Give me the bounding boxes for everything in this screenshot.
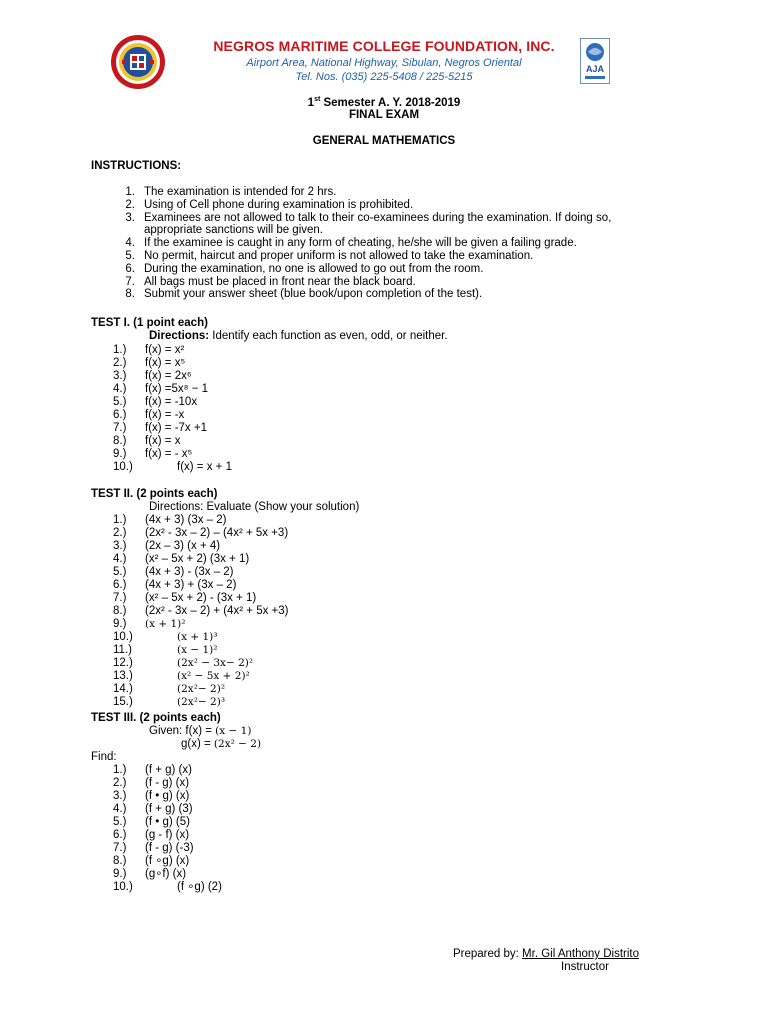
question-number: 10.) bbox=[113, 631, 133, 643]
question-item bbox=[113, 764, 222, 777]
test2-directions: Directions: Evaluate (Show your solution) bbox=[149, 501, 360, 513]
aja-logo-icon bbox=[580, 38, 610, 84]
question-number: 3.) bbox=[113, 370, 127, 382]
instruction-item bbox=[113, 237, 664, 250]
question-number: 2.) bbox=[113, 527, 127, 539]
test1-heading: TEST I. (1 point each) bbox=[91, 317, 208, 329]
question-text: (x + 1)² bbox=[145, 618, 186, 630]
question-number: 6.) bbox=[113, 579, 127, 591]
test3-given-f: Given: f(x) = (x − 1) bbox=[149, 725, 252, 737]
instruction-item bbox=[113, 250, 664, 263]
question-text: (f + g) (3) bbox=[145, 803, 193, 815]
question-item bbox=[113, 553, 288, 566]
question-item bbox=[113, 881, 222, 894]
question-number: 5.) bbox=[113, 566, 127, 578]
aja-logo-text: AJA bbox=[585, 64, 605, 74]
question-item bbox=[113, 357, 232, 370]
instruction-item bbox=[113, 263, 664, 276]
question-text: (x − 1)² bbox=[177, 644, 218, 656]
question-text: (f • g) (5) bbox=[145, 816, 190, 828]
question-text: f(x) = -7x +1 bbox=[145, 422, 207, 434]
question-text: (f - g) (x) bbox=[145, 777, 190, 789]
exam-title: FINAL EXAM bbox=[348, 109, 420, 121]
question-item bbox=[113, 422, 232, 435]
test3-items bbox=[113, 764, 222, 894]
question-number: 4.) bbox=[113, 553, 127, 565]
question-number: 9.) bbox=[113, 448, 127, 460]
question-text: (x + 1)³ bbox=[177, 631, 218, 643]
question-number: 12.) bbox=[113, 657, 133, 669]
question-number: 2.) bbox=[113, 777, 127, 789]
instruction-text: No permit, haircut and proper uniform is not allowed to take the examination. bbox=[144, 249, 534, 262]
question-text: (2x² − 3x− 2)² bbox=[177, 657, 254, 669]
test1-items bbox=[113, 344, 232, 474]
question-item bbox=[113, 566, 288, 579]
question-item bbox=[113, 842, 222, 855]
question-item bbox=[113, 435, 232, 448]
question-number: 1.) bbox=[113, 764, 127, 776]
question-text: (2x² - 3x – 2) + (4x² + 5x +3) bbox=[145, 605, 289, 617]
question-number: 15.) bbox=[113, 696, 133, 708]
question-item bbox=[113, 657, 288, 670]
question-number: 1.) bbox=[113, 344, 127, 356]
semester-line: 1st Semester A. Y. 2018-2019 bbox=[307, 96, 461, 109]
question-text: (x² – 5x + 2) (3x + 1) bbox=[145, 553, 250, 565]
question-item bbox=[113, 383, 232, 396]
instruction-item bbox=[113, 212, 664, 238]
question-item bbox=[113, 670, 288, 683]
question-item bbox=[113, 803, 222, 816]
question-text: (f + g) (x) bbox=[145, 764, 192, 776]
instruction-text: The examination is intended for 2 hrs. bbox=[144, 186, 337, 198]
question-text: (4x + 3) - (3x – 2) bbox=[145, 566, 234, 578]
question-text: f(x) = x² bbox=[145, 344, 185, 356]
instruction-item bbox=[113, 186, 664, 199]
instruction-text: All bags must be placed in front near the black board. bbox=[144, 275, 416, 288]
question-number: 5.) bbox=[113, 396, 127, 408]
question-number: 4.) bbox=[113, 803, 127, 815]
question-text: (2x²− 2)³ bbox=[177, 696, 226, 708]
college-address: Airport Area, National Highway, Sibulan, Negros Oriental bbox=[246, 57, 522, 69]
instruction-number: 7. bbox=[125, 275, 135, 288]
test2-heading: TEST II. (2 points each) bbox=[91, 488, 218, 500]
question-item bbox=[113, 409, 232, 422]
instruction-number: 2. bbox=[125, 198, 135, 211]
question-text: (2x²− 2)² bbox=[177, 683, 226, 695]
question-text: f(x) = x⁵ bbox=[145, 357, 186, 369]
instruction-number: 3. bbox=[125, 211, 135, 224]
instruction-number: 4. bbox=[125, 237, 135, 250]
instruction-number: 6. bbox=[125, 262, 135, 275]
question-text: f(x) =5x⁸ − 1 bbox=[145, 383, 209, 395]
question-text: (2x² - 3x – 2) – (4x² + 5x +3) bbox=[145, 527, 289, 539]
instruction-text: During the examination, no one is allowed to go out from the room. bbox=[144, 262, 484, 275]
question-text: f(x) = -10x bbox=[145, 396, 198, 408]
question-item bbox=[113, 461, 232, 474]
instruction-item bbox=[113, 288, 664, 301]
question-item bbox=[113, 816, 222, 829]
question-number: 7.) bbox=[113, 592, 127, 604]
question-text: (4x + 3) (3x – 2) bbox=[145, 514, 227, 526]
question-number: 8.) bbox=[113, 605, 127, 617]
question-number: 9.) bbox=[113, 618, 127, 630]
question-text: (4x + 3) + (3x – 2) bbox=[145, 579, 237, 591]
question-number: 10.) bbox=[113, 461, 133, 473]
question-item bbox=[113, 644, 288, 657]
instructor-name: Mr. Gil Anthony Distrito bbox=[522, 948, 640, 960]
question-item bbox=[113, 696, 288, 709]
question-number: 7.) bbox=[113, 842, 127, 854]
question-item bbox=[113, 396, 232, 409]
question-text: (g∘f) (x) bbox=[145, 868, 187, 880]
question-number: 6.) bbox=[113, 829, 127, 841]
question-item bbox=[113, 618, 288, 631]
instruction-number: 5. bbox=[125, 249, 135, 262]
college-name: NEGROS MARITIME COLLEGE FOUNDATION, INC. bbox=[213, 38, 555, 54]
question-number: 4.) bbox=[113, 383, 127, 395]
question-text: (g - f) (x) bbox=[145, 829, 190, 841]
question-text: f(x) = 2x⁶ bbox=[145, 370, 192, 382]
question-item bbox=[113, 868, 222, 881]
question-text: f(x) = x bbox=[145, 435, 181, 447]
question-item bbox=[113, 631, 288, 644]
instruction-number: 8. bbox=[125, 288, 135, 301]
question-item bbox=[113, 790, 222, 803]
letterhead bbox=[0, 30, 768, 90]
test1-directions: Directions: Identify each function as even, odd, or neither. bbox=[149, 330, 448, 342]
exam-subject: GENERAL MATHEMATICS bbox=[312, 135, 456, 147]
question-number: 9.) bbox=[113, 868, 127, 880]
question-text: (f ∘g) (x) bbox=[145, 855, 190, 867]
question-number: 8.) bbox=[113, 855, 127, 867]
question-number: 11.) bbox=[113, 644, 132, 656]
question-item bbox=[113, 540, 288, 553]
question-number: 8.) bbox=[113, 435, 127, 447]
instruction-text: Submit your answer sheet (blue book/upon completion of the test). bbox=[144, 288, 483, 301]
question-item bbox=[113, 592, 288, 605]
question-item bbox=[113, 777, 222, 790]
question-number: 6.) bbox=[113, 409, 127, 421]
question-number: 2.) bbox=[113, 357, 127, 369]
instruction-number: 1. bbox=[125, 186, 135, 198]
question-item bbox=[113, 829, 222, 842]
instructor-role: Instructor bbox=[561, 961, 609, 973]
question-number: 3.) bbox=[113, 790, 127, 802]
question-number: 7.) bbox=[113, 422, 127, 434]
question-text: f(x) = - x⁵ bbox=[145, 448, 193, 460]
question-text: (x² – 5x + 2) - (3x + 1) bbox=[145, 592, 257, 604]
instruction-item bbox=[113, 276, 664, 289]
instructions-list bbox=[113, 186, 664, 301]
question-item bbox=[113, 683, 288, 696]
prepared-by: Prepared by: Mr. Gil Anthony Distrito bbox=[453, 948, 640, 960]
question-number: 1.) bbox=[113, 514, 127, 526]
question-item bbox=[113, 344, 232, 357]
instruction-item bbox=[113, 199, 664, 212]
test3-given-g: g(x) = (2x² − 2) bbox=[181, 738, 262, 750]
question-item bbox=[113, 605, 288, 618]
question-item bbox=[113, 579, 288, 592]
question-number: 5.) bbox=[113, 816, 127, 828]
question-item bbox=[113, 448, 232, 461]
question-number: 10.) bbox=[113, 881, 133, 893]
instruction-text: Examinees are not allowed to talk to their co-examinees during the examination. If doing so, appropriate sanctions will be given. bbox=[144, 211, 612, 237]
question-text: (f • g) (x) bbox=[145, 790, 190, 802]
question-text: (2x – 3) (x + 4) bbox=[145, 540, 221, 552]
question-number: 13.) bbox=[113, 670, 133, 682]
instructions-heading: INSTRUCTIONS: bbox=[91, 160, 182, 172]
question-text: f(x) = x + 1 bbox=[177, 461, 232, 473]
test3-find-label: Find: bbox=[91, 751, 117, 763]
question-item bbox=[113, 514, 288, 527]
test3-heading: TEST III. (2 points each) bbox=[91, 712, 221, 724]
question-item bbox=[113, 527, 288, 540]
question-item bbox=[113, 855, 222, 868]
instruction-text: Using of Cell phone during examination is prohibited. bbox=[144, 198, 414, 211]
instruction-text: If the examinee is caught in any form of cheating, he/she will be given a failing grade. bbox=[144, 237, 577, 250]
question-text: (f - g) (-3) bbox=[145, 842, 194, 854]
question-number: 3.) bbox=[113, 540, 127, 552]
question-item bbox=[113, 370, 232, 383]
college-phone: Tel. Nos. (035) 225-5408 / 225-5215 bbox=[295, 71, 473, 83]
question-text: (x² − 5x + 2)² bbox=[177, 670, 250, 682]
question-text: f(x) = -x bbox=[145, 409, 185, 421]
question-number: 14.) bbox=[113, 683, 133, 695]
test2-items bbox=[113, 514, 288, 709]
question-text: (f ∘g) (2) bbox=[177, 881, 222, 893]
